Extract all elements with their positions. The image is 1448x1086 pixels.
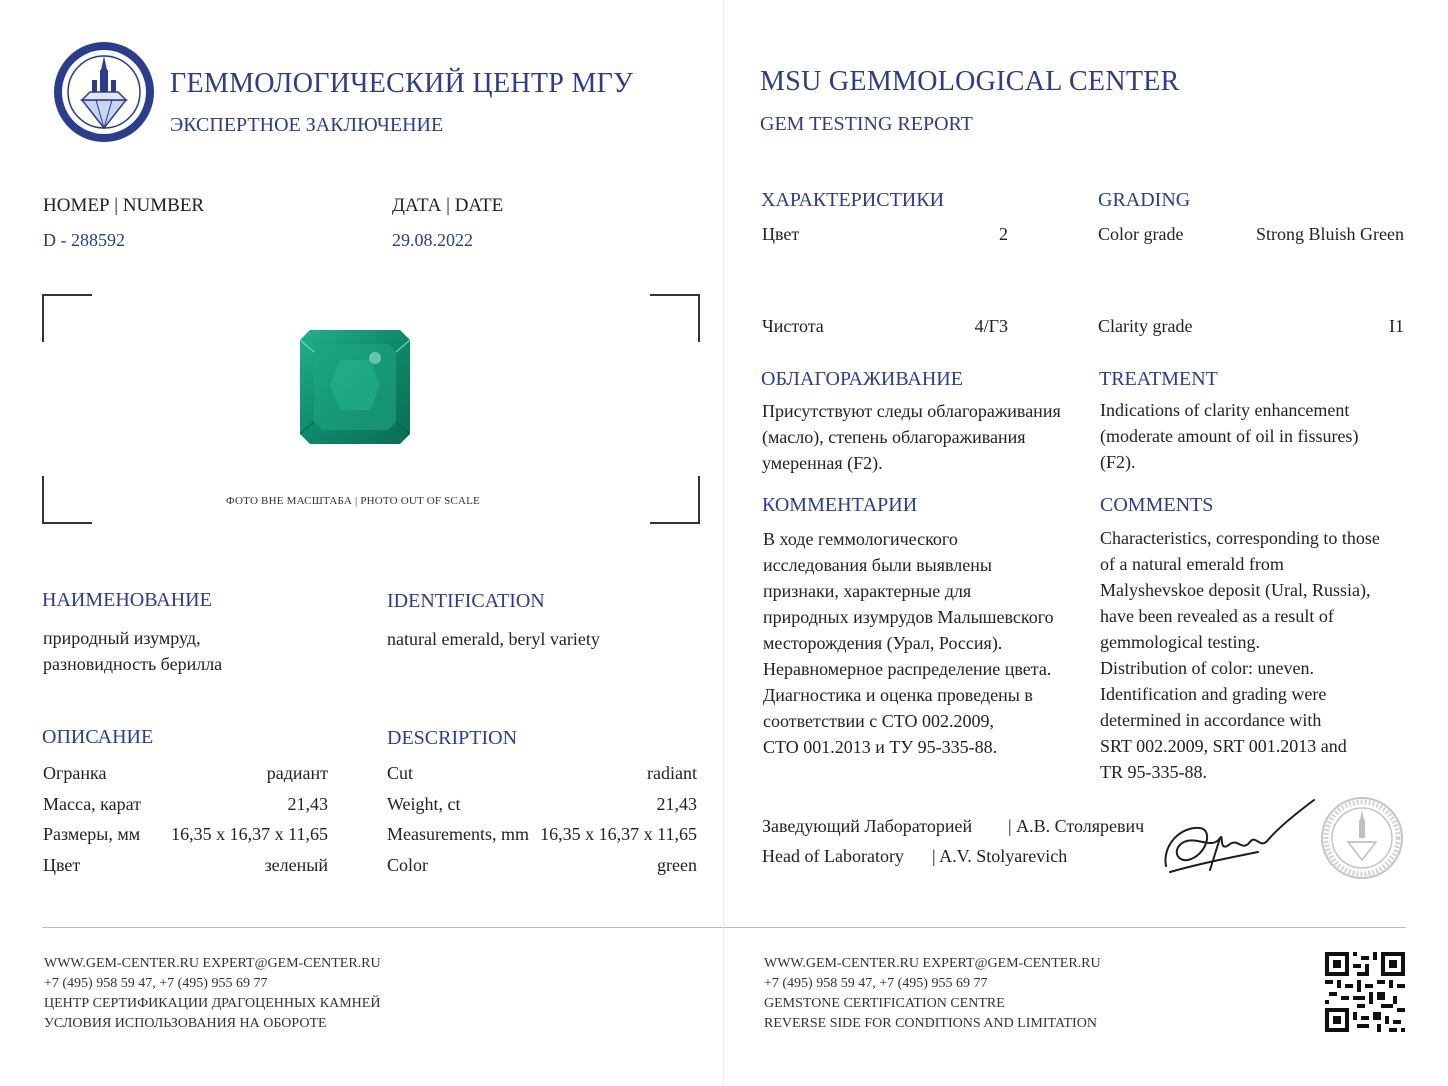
treatment-en-line: (moderate amount of oil in fissures) — [1100, 426, 1359, 446]
footer-conditions: УСЛОВИЯ ИСПОЛЬЗОВАНИЯ НА ОБОРОТЕ — [44, 1016, 327, 1031]
comments-heading-ru: КОММЕНТАРИИ — [762, 494, 918, 516]
org-title-ru: ГЕММОЛОГИЧЕСКИЙ ЦЕНТР МГУ — [170, 68, 634, 99]
grading-ru-color-label: Цвет — [762, 224, 800, 244]
comments-ru-line: соответствии с СТО 002.2009, — [763, 711, 994, 731]
desc-en-label-cut: Cut — [387, 763, 414, 783]
desc-ru-label-size: Размеры, мм — [43, 824, 141, 844]
grading-en-clarity-value: I1 — [1389, 316, 1404, 336]
right-page — [724, 0, 1448, 1086]
footer-contacts-web: WWW.GEM-CENTER.RU EXPERT@GEM-CENTER.RU — [44, 956, 381, 971]
photo-frame-corner-top-left — [42, 294, 92, 342]
footer-divider — [724, 927, 1406, 928]
desc-en-label-weight: Weight, ct — [387, 794, 461, 814]
signature-icon — [1158, 794, 1318, 878]
signatory-title-ru: Заведующий Лабораторией — [762, 816, 973, 836]
qr-code-icon — [1325, 952, 1405, 1032]
date-value: 29.08.2022 — [392, 230, 473, 250]
identification-text-ru-line2: разновидность берилла — [43, 654, 223, 674]
grading-ru-clarity-value: 4/Г3 — [974, 316, 1008, 336]
doc-title-ru: ЭКСПЕРТНОЕ ЗАКЛЮЧЕНИЕ — [170, 114, 444, 136]
description-heading-ru: ОПИСАНИЕ — [42, 726, 154, 748]
desc-en-value-cut: radiant — [647, 763, 697, 783]
desc-en-value-size: 16,35 x 16,37 x 11,65 — [540, 824, 697, 844]
comments-en-line: of a natural emerald from — [1100, 554, 1284, 574]
photo-frame-corner-bottom-right — [650, 476, 700, 524]
footer-conditions: REVERSE SIDE FOR CONDITIONS AND LIMITATION — [764, 1016, 1097, 1031]
grading-heading-ru: ХАРАКТЕРИСТИКИ — [761, 189, 945, 211]
comments-ru-line: Неравномерное распределение цвета. — [763, 659, 1052, 679]
date-label: ДАТА | DATE — [392, 195, 504, 216]
signatory-title-en: Head of Laboratory — [762, 846, 904, 866]
photo-frame-corner-bottom-left — [42, 476, 92, 524]
treatment-text-en — [1100, 397, 1430, 475]
treatment-en-line: Indications of clarity enhancement — [1100, 400, 1350, 420]
desc-ru-value-color: зеленый — [264, 855, 328, 875]
desc-en-label-size: Measurements, mm — [387, 824, 529, 844]
comments-en-line: TR 95-335-88. — [1100, 762, 1207, 782]
treatment-heading-en: TREATMENT — [1099, 368, 1218, 390]
desc-ru-label-cut: Огранка — [43, 763, 107, 783]
treatment-ru-line: (масло), степень облагораживания — [762, 427, 1026, 447]
identification-text-ru-line1: природный изумруд, — [43, 628, 201, 648]
identification-heading-en: IDENTIFICATION — [387, 590, 545, 612]
comments-text-en — [1100, 525, 1440, 785]
stamp-seal-icon — [1320, 796, 1404, 880]
treatment-text-ru — [762, 398, 1082, 476]
comments-en-line: have been revealed as a result of — [1100, 606, 1334, 626]
treatment-en-line: (F2). — [1100, 452, 1136, 472]
signatory-name-ru: | А.В. Столяревич — [1008, 816, 1145, 836]
comments-ru-line: В ходе геммологического — [763, 529, 958, 549]
comments-heading-en: COMMENTS — [1100, 494, 1214, 516]
grading-heading-en: GRADING — [1098, 189, 1191, 211]
desc-en-value-color: green — [657, 855, 697, 875]
comments-text-ru — [763, 526, 1093, 760]
emerald-gem-photo-icon — [300, 330, 410, 444]
grading-ru-color-value: 2 — [999, 224, 1008, 244]
grading-ru-clarity-label: Чистота — [762, 316, 824, 336]
treatment-heading-ru: ОБЛАГОРАЖИВАНИЕ — [761, 368, 963, 390]
comments-en-line: Identification and grading were — [1100, 684, 1327, 704]
photo-note: ФОТО ВНЕ МАСШТАБА | PHOTO OUT OF SCALE — [226, 495, 480, 507]
comments-en-line: determined in accordance with — [1100, 710, 1322, 730]
footer-centre-name: ЦЕНТР СЕРТИФИКАЦИИ ДРАГОЦЕННЫХ КАМНЕЙ — [44, 996, 381, 1011]
comments-ru-line: СТО 001.2013 и ТУ 95-335-88. — [763, 737, 998, 757]
desc-ru-value-size: 16,35 x 16,37 x 11,65 — [171, 824, 328, 844]
signatory-name-en: | A.V. Stolyarevich — [932, 846, 1068, 866]
comments-ru-line: признаки, характерные для — [763, 581, 972, 601]
comments-ru-line: исследования были выявлены — [763, 555, 992, 575]
footer-contacts-phone: +7 (495) 958 59 47, +7 (495) 955 69 77 — [44, 976, 268, 991]
comments-ru-line: Диагностика и оценка проведены в — [763, 685, 1033, 705]
doc-title-en: GEM TESTING REPORT — [760, 113, 973, 135]
comments-en-line: Characteristics, corresponding to those — [1100, 528, 1380, 548]
comments-ru-line: природных изумрудов Малышевского — [763, 607, 1054, 627]
comments-en-line: SRT 002.2009, SRT 001.2013 and — [1100, 736, 1347, 756]
footer-contacts-phone: +7 (495) 958 59 47, +7 (495) 955 69 77 — [764, 976, 988, 991]
comments-en-line: Distribution of color: uneven. — [1100, 658, 1314, 678]
msu-logo-icon — [52, 40, 156, 144]
identification-text-en: natural emerald, beryl variety — [387, 629, 600, 649]
identification-heading-ru: НАИМЕНОВАНИЕ — [42, 589, 212, 611]
footer-centre-name: GEMSTONE CERTIFICATION CENTRE — [764, 996, 1005, 1011]
desc-ru-label-color: Цвет — [43, 855, 81, 875]
grading-en-clarity-label: Clarity grade — [1098, 316, 1193, 336]
number-value: D - 288592 — [43, 230, 125, 250]
grading-en-color-label: Color grade — [1098, 224, 1184, 244]
comments-en-line: gemmological testing. — [1100, 632, 1260, 652]
desc-en-label-color: Color — [387, 855, 429, 875]
footer-contacts-web: WWW.GEM-CENTER.RU EXPERT@GEM-CENTER.RU — [764, 956, 1101, 971]
grading-en-color-value: Strong Bluish Green — [1256, 224, 1404, 244]
desc-ru-value-cut: радиант — [266, 763, 328, 783]
desc-ru-label-weight: Масса, карат — [43, 794, 142, 814]
desc-ru-value-weight: 21,43 — [287, 794, 328, 814]
org-title-en: MSU GEMMOLOGICAL CENTER — [760, 66, 1180, 97]
desc-en-value-weight: 21,43 — [656, 794, 697, 814]
comments-en-line: Malyshevskoe deposit (Ural, Russia), — [1100, 580, 1371, 600]
treatment-ru-line: умеренная (F2). — [762, 453, 883, 473]
number-label: НОМЕР | NUMBER — [43, 195, 205, 216]
footer-divider — [42, 927, 724, 928]
treatment-ru-line: Присутствуют следы облагораживания — [762, 401, 1061, 421]
photo-frame-corner-top-right — [650, 294, 700, 342]
description-heading-en: DESCRIPTION — [387, 727, 518, 749]
comments-ru-line: месторождения (Урал, Россия). — [763, 633, 1003, 653]
